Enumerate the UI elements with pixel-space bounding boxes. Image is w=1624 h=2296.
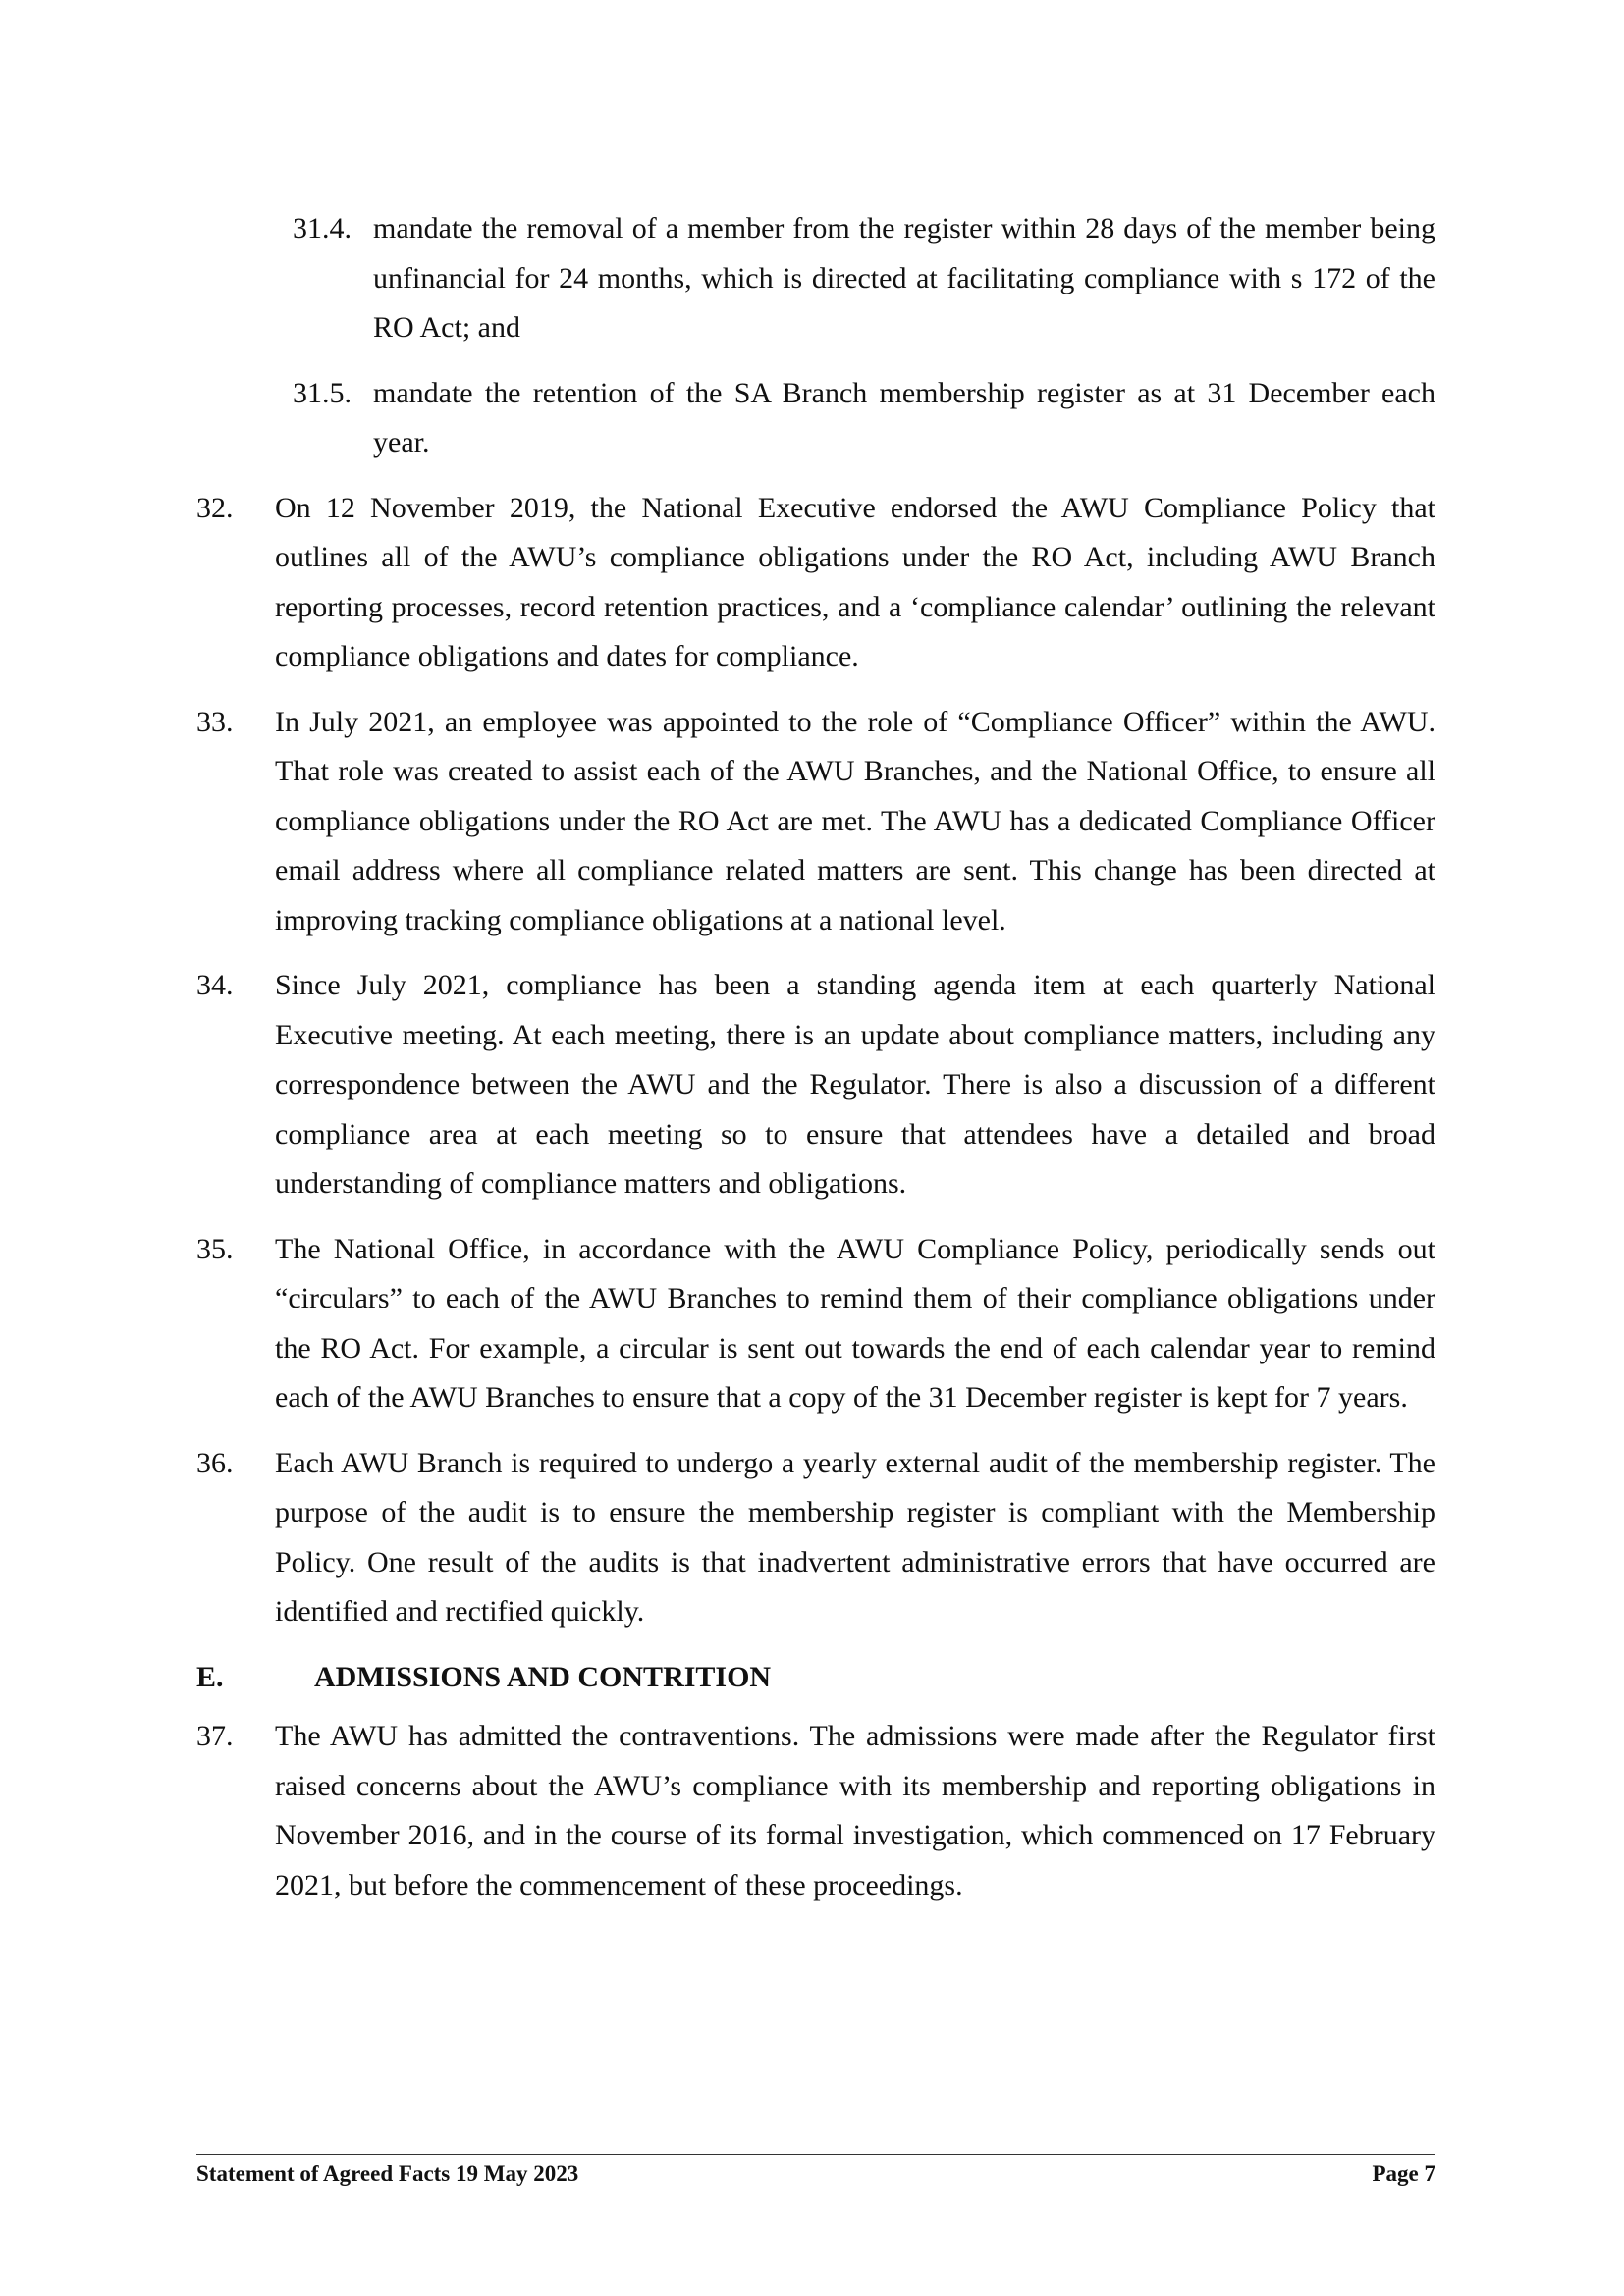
paragraph-number: 31.5. xyxy=(293,376,352,409)
paragraph-34 xyxy=(196,961,1435,1209)
subparagraph-31-4 xyxy=(196,204,1435,353)
document-body xyxy=(196,204,1435,1926)
section-letter: E. xyxy=(196,1660,224,1693)
paragraph-36 xyxy=(196,1439,1435,1637)
paragraph-number: 34. xyxy=(196,969,234,1001)
paragraph-text: mandate the retention of the SA Branch membership register as at 31 December each year. xyxy=(373,376,1435,458)
paragraph-33 xyxy=(196,698,1435,946)
paragraph-number: 32. xyxy=(196,491,234,524)
section-heading xyxy=(196,1653,1435,1703)
paragraph-text: On 12 November 2019, the National Executive endorsed the AWU Compliance Policy that outlines all of the AWU’s compliance obligations under the RO Act, including AWU Branch reporting processes, record retention practices, and a ‘compliance calendar’ outlining the relevant compliance obligations and dates for compliance. xyxy=(275,491,1435,672)
page-number: Page 7 xyxy=(1372,2162,1435,2186)
paragraph-text: mandate the removal of a member from the register within 28 days of the member being unfinancial for 24 months, which is directed at facilitating compliance with s 172 of the RO Act; and xyxy=(373,212,1435,344)
paragraph-37 xyxy=(196,1712,1435,1910)
paragraph-text: In July 2021, an employee was appointed to the role of “Compliance Officer” within the AWU. That role was created to assist each of the AWU Branches, and the National Office, to ensure all compliance obligations under the RO Act are met. The AWU has a dedicated Compliance Officer email address where all compliance related matters are sent. This change has been directed at improving tracking compliance obligations at a national level. xyxy=(275,705,1435,936)
paragraph-text: Since July 2021, compliance has been a standing agenda item at each quarterly National Executive meeting. At each meeting, there is an update about compliance matters, including any correspondence between the AWU and the Regulator. There is also a discussion of a different compliance area at each meeting so to ensure that attendees have a detailed and broad understanding of compliance matters and obligations. xyxy=(275,969,1435,1200)
paragraph-number: 36. xyxy=(196,1446,234,1479)
paragraph-number: 37. xyxy=(196,1720,234,1752)
footer-divider xyxy=(196,2154,1435,2155)
paragraph-text: The National Office, in accordance with the AWU Compliance Policy, periodically sends out “circulars” to each of the AWU Branches to remind them of their compliance obligations under the RO Act. For example, a circular is sent out towards the end of each calendar year to remind each of the AWU Branches to ensure that a copy of the 31 December register is kept for 7 years. xyxy=(275,1232,1435,1414)
paragraph-text: The AWU has admitted the contraventions. The admissions were made after the Regulator first raised concerns about the AWU’s compliance with its membership and reporting obligations in November 2016, and in the course of its formal investigation, which commenced on 17 February 2021, but before the commencement of these proceedings. xyxy=(275,1720,1435,1901)
page-footer xyxy=(196,2160,1435,2189)
subparagraph-31-5 xyxy=(196,369,1435,468)
paragraph-text: Each AWU Branch is required to undergo a yearly external audit of the membership register. The purpose of the audit is to ensure the membership register is compliant with the Membership Policy. One result of the audits is that inadvertent administrative errors that have occurred are identified and rectified quickly. xyxy=(275,1446,1435,1628)
section-title: ADMISSIONS AND CONTRITION xyxy=(314,1660,772,1693)
paragraph-number: 33. xyxy=(196,705,234,738)
paragraph-number: 35. xyxy=(196,1232,234,1265)
paragraph-number: 31.4. xyxy=(293,212,352,244)
footer-document-title: Statement of Agreed Facts 19 May 2023 xyxy=(196,2162,579,2186)
paragraph-32 xyxy=(196,484,1435,682)
paragraph-35 xyxy=(196,1225,1435,1423)
